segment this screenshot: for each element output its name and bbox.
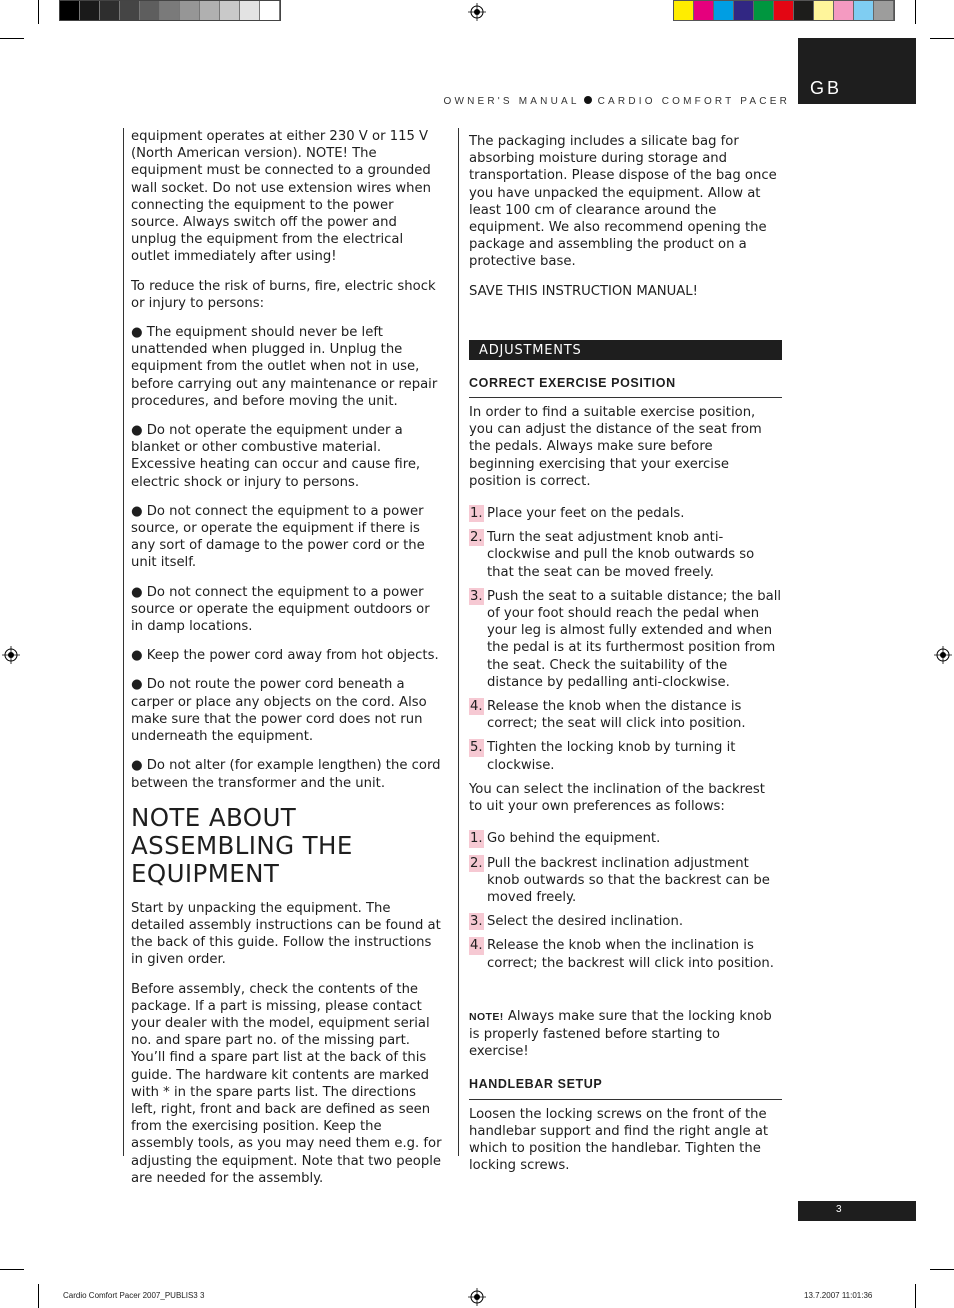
step-text: Turn the seat adjustment knob anti-clockwise and pull the knob outwards so that the seat can be moved freely.	[487, 530, 755, 580]
section-heading: NOTE ABOUT ASSEMBLING THE EQUIPMENT	[131, 802, 353, 888]
list-item	[469, 529, 782, 581]
color-swatch	[674, 1, 694, 20]
step-number: 1.	[470, 506, 483, 522]
step-text: Release the knob when the distance is correct; the seat will click into position.	[487, 699, 746, 732]
step-text: Place your feet on the pedals.	[487, 506, 685, 522]
bullet-item: ● Do not alter (for example lengthen) the cord between the transformer and the unit.	[131, 758, 441, 791]
color-swatch	[60, 1, 80, 20]
subheading-exercise-position: CORRECT EXERCISE POSITION	[469, 360, 782, 398]
registration-mark-icon	[468, 1288, 486, 1306]
grayscale-color-bar	[59, 0, 281, 21]
list-item	[469, 855, 782, 907]
running-head	[443, 96, 790, 107]
step-number: 4.	[470, 938, 483, 954]
color-swatch	[140, 1, 160, 20]
bullet-item: ● Keep the power cord away from hot objects.	[131, 648, 439, 664]
product-title: CARDIO COMFORT PACER	[597, 96, 790, 107]
list-item	[469, 913, 782, 930]
step-number: 1.	[470, 831, 483, 847]
color-swatch	[160, 1, 180, 20]
registration-mark-icon	[2, 646, 20, 664]
registration-mark-icon	[934, 646, 952, 664]
column-rule	[123, 128, 124, 1156]
crop-mark	[38, 0, 39, 24]
crop-mark	[0, 1269, 24, 1270]
color-swatch	[794, 1, 814, 20]
bullet-item: ● Do not route the power cord beneath a carper or place any objects on the cord. Also make sure that the power cord does not run underneath the equipment.	[131, 677, 427, 745]
step-list-backrest	[469, 830, 782, 971]
step-text: Release the knob when the inclination is correct; the backrest will click into position.	[487, 938, 774, 971]
step-text: Select the desired inclination.	[487, 914, 684, 930]
crop-mark	[915, 1284, 916, 1308]
right-column	[469, 133, 782, 1186]
color-swatch	[734, 1, 754, 20]
bullet-item: ● The equipment should never be left unattended when plugged in. Unplug the equipment from the outlet when not in use, before carrying out any maintenance or repair procedures, and before moving the unit.	[131, 325, 438, 409]
paragraph: Loosen the locking screws on the front of the handlebar support and find the right angle at which to position the handlebar. Tighten the locking screws.	[469, 1106, 769, 1174]
color-swatch	[180, 1, 200, 20]
step-number: 2.	[470, 530, 483, 546]
language-tab: GB	[798, 38, 916, 104]
date-slug: 13.7.2007 11:01:36	[804, 1291, 873, 1300]
step-text: Tighten the locking knob by turning it clockwise.	[487, 740, 736, 773]
step-number: 5.	[470, 740, 483, 756]
step-text: Go behind the equipment.	[487, 831, 661, 847]
color-swatch	[854, 1, 874, 20]
paragraph: In order to find a suitable exercise position, you can adjust the distance of the seat from the pedals. Always make sure before beginning exercising that your exercise position is correct.	[469, 405, 762, 489]
list-item	[469, 698, 782, 732]
bullet-icon	[584, 96, 592, 104]
page-number: 3	[798, 1201, 916, 1221]
file-slug: Cardio Comfort Pacer 2007_PUBLIS3 3	[63, 1291, 205, 1300]
list-item	[469, 588, 782, 691]
step-text: Push the seat to a suitable distance; the ball of your foot should reach the pedal when your leg is almost fully extended and when the pedal is at its furthermost position from the seat. Check the suitability of the distance by pedalling anti-clockwise.	[487, 588, 782, 690]
registration-mark-icon	[468, 3, 486, 21]
manual-title: OWNER'S MANUAL	[443, 96, 580, 107]
step-number: 3.	[470, 914, 483, 930]
left-column	[131, 128, 445, 1199]
paragraph: equipment operates at either 230 V or 115 V (North American version). NOTE! The equipment must be connected to a grounded wall socket. Do not use extension wires when connecting the equipment to the power source. Always switch off the power and unplug the equipment from the electrical outlet immediately after using!	[131, 129, 432, 265]
column-rule	[458, 128, 459, 1156]
color-swatch	[120, 1, 140, 20]
section-bar-adjustments: ADJUSTMENTS	[469, 340, 782, 360]
list-item	[469, 505, 782, 522]
step-number: 3.	[470, 588, 483, 604]
bullet-item: ● Do not connect the equipment to a power source or operate the equipment outdoors or in damp locations.	[131, 584, 430, 635]
note-paragraph	[469, 1008, 782, 1061]
crop-mark	[0, 38, 24, 39]
note-label: NOTE!	[469, 1010, 504, 1023]
crop-mark	[930, 1269, 954, 1270]
color-swatch	[200, 1, 220, 20]
list-item	[469, 937, 782, 971]
step-list-seat	[469, 505, 782, 774]
list-item	[469, 739, 782, 773]
crop-mark	[915, 0, 916, 24]
color-swatch	[754, 1, 774, 20]
step-text: Pull the backrest inclination adjustment knob outwards so that the backrest can be moved freely.	[487, 855, 770, 905]
step-number: 4.	[470, 699, 483, 715]
bullet-item: ● Do not operate the equipment under a blanket or other combustive material. Excessive heating can occur and cause fire, electric shock or injury to persons.	[131, 423, 421, 490]
color-swatch	[774, 1, 794, 20]
color-swatch	[240, 1, 260, 20]
paragraph: To reduce the risk of burns, fire, electric shock or injury to persons:	[131, 278, 436, 311]
color-swatch	[260, 1, 280, 20]
note-text: Always make sure that the locking knob is properly fastened before starting to exercise!	[469, 1008, 772, 1060]
color-swatch	[834, 1, 854, 20]
color-swatch	[694, 1, 714, 20]
list-item	[469, 830, 782, 847]
crop-mark	[930, 38, 954, 39]
crop-mark	[38, 1284, 39, 1308]
paragraph: The packaging includes a silicate bag for absorbing moisture during storage and transportation. Please dispose of the bag once you have unpacked the equipment. Allow at least 100 cm of clearance around the equipment. We also recommend opening the package and assembling the product on a protective base.	[469, 134, 777, 270]
color-swatch	[80, 1, 100, 20]
step-number: 2.	[470, 855, 483, 871]
bullet-item: ● Do not connect the equipment to a power source, or operate the equipment if there is any sort of damage to the power cord or the unit itself.	[131, 503, 425, 571]
color-swatch	[220, 1, 240, 20]
process-color-bar	[673, 0, 895, 21]
paragraph: SAVE THIS INSTRUCTION MANUAL!	[469, 283, 698, 299]
paragraph: You can select the inclination of the backrest to uit your own preferences as follows:	[469, 781, 765, 815]
paragraph: Start by unpacking the equipment. The detailed assembly instructions can be found at the back of this guide. Follow the instructions in given order.	[131, 900, 441, 968]
color-swatch	[100, 1, 120, 20]
color-swatch	[874, 1, 894, 20]
subheading-handlebar-setup: HANDLEBAR SETUP	[469, 1072, 782, 1099]
color-swatch	[714, 1, 734, 20]
color-swatch	[814, 1, 834, 20]
paragraph: Before assembly, check the contents of the package. If a part is missing, please contact your dealer with the model, equipment serial no. and spare part no. of the missing part. You’ll find a spare part list at the back of this guide. The hardware kit contents are marked with * in the spare parts list. The directions left, right, front and back are defined as seen from the exercising position. Keep the assembly tools, as you may need them e.g. for adjusting the equipment. Note that two people are needed for the assembly.	[131, 981, 442, 1186]
